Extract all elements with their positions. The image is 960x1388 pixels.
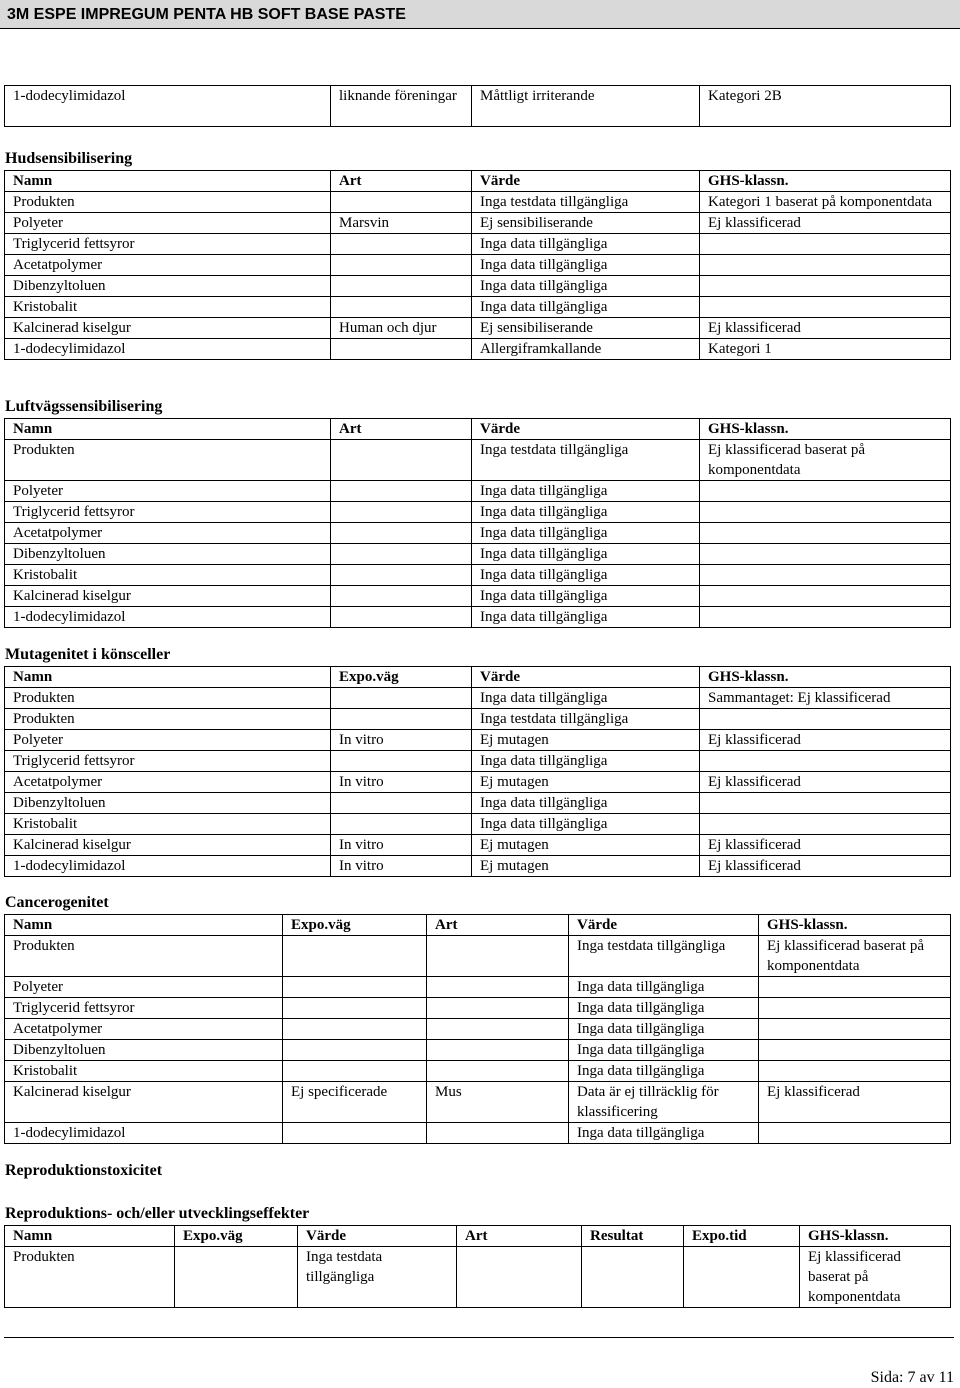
table-cell bbox=[700, 544, 951, 565]
section-title-repro: Reproduktions- och/eller utvecklingseffekter bbox=[5, 1205, 310, 1222]
table-cell bbox=[700, 586, 951, 607]
table-cell bbox=[700, 709, 951, 730]
table-cell: Ej sensibiliserande bbox=[472, 213, 700, 234]
table-cell: Inga testdata tillgängliga bbox=[472, 192, 700, 213]
table-row bbox=[5, 1082, 951, 1123]
table-cell: Inga data tillgängliga bbox=[472, 523, 700, 544]
table-row bbox=[5, 523, 951, 544]
column-header: Namn bbox=[5, 419, 331, 440]
irritation-table bbox=[4, 85, 951, 127]
table-row bbox=[5, 688, 951, 709]
table-cell bbox=[700, 814, 951, 835]
table-cell: Ej mutagen bbox=[472, 835, 700, 856]
table-cell: Inga testdata tillgängliga bbox=[298, 1247, 457, 1308]
table-cell: Kristobalit bbox=[5, 565, 331, 586]
table-row bbox=[5, 793, 951, 814]
table-cell: Kristobalit bbox=[5, 1061, 283, 1082]
table-cell: Acetatpolymer bbox=[5, 523, 331, 544]
table-cell bbox=[331, 607, 472, 628]
table-cell: Polyeter bbox=[5, 481, 331, 502]
table-cell: Ej sensibiliserande bbox=[472, 318, 700, 339]
table-cell: Kalcinerad kiselgur bbox=[5, 1082, 283, 1123]
section-title-muta: Mutagenitet i könsceller bbox=[5, 646, 171, 663]
table-row bbox=[5, 936, 951, 977]
table-cell: Ej klassificerad bbox=[700, 318, 951, 339]
table-cell: Dibenzyltoluen bbox=[5, 276, 331, 297]
table-cell bbox=[700, 502, 951, 523]
table-cell: Inga data tillgängliga bbox=[472, 607, 700, 628]
table-cell bbox=[759, 977, 951, 998]
table-cell bbox=[331, 339, 472, 360]
table-cell bbox=[331, 255, 472, 276]
column-header: Namn bbox=[5, 667, 331, 688]
table-cell: Triglycerid fettsyror bbox=[5, 502, 331, 523]
table-cell: Triglycerid fettsyror bbox=[5, 751, 331, 772]
section-title-luft: Luftvägssensibilisering bbox=[5, 398, 163, 415]
table-cell bbox=[283, 998, 427, 1019]
table-cell: Produkten bbox=[5, 688, 331, 709]
table-cell: 1-dodecylimidazol bbox=[5, 339, 331, 360]
table-row bbox=[5, 772, 951, 793]
table-row bbox=[5, 586, 951, 607]
table-cell bbox=[759, 998, 951, 1019]
carcinogenicity-table bbox=[4, 914, 951, 1144]
table-row bbox=[5, 255, 951, 276]
column-header: Art bbox=[457, 1226, 582, 1247]
table-cell: Inga data tillgängliga bbox=[472, 688, 700, 709]
table-row bbox=[5, 86, 951, 127]
table-cell bbox=[427, 936, 569, 977]
table-cell: Inga data tillgängliga bbox=[569, 1061, 759, 1082]
column-header: Resultat bbox=[582, 1226, 684, 1247]
table-row bbox=[5, 751, 951, 772]
table-cell: Ej klassificerad baserat på komponentdata bbox=[800, 1247, 951, 1308]
table-cell: Kristobalit bbox=[5, 814, 331, 835]
column-header: GHS-klassn. bbox=[700, 171, 951, 192]
table-cell: Ej klassificerad bbox=[700, 730, 951, 751]
table-cell bbox=[331, 565, 472, 586]
table-row bbox=[5, 297, 951, 318]
table-cell bbox=[700, 481, 951, 502]
table-cell: Inga data tillgängliga bbox=[472, 793, 700, 814]
table-cell bbox=[700, 751, 951, 772]
table-cell bbox=[331, 234, 472, 255]
document-title: 3M ESPE IMPREGUM PENTA HB SOFT BASE PASTE bbox=[7, 6, 406, 23]
table-cell: liknande föreningar bbox=[331, 86, 472, 127]
table-cell bbox=[700, 276, 951, 297]
table-cell bbox=[427, 1040, 569, 1061]
table-cell: Produkten bbox=[5, 709, 331, 730]
table-cell: In vitro bbox=[331, 772, 472, 793]
table-cell bbox=[283, 936, 427, 977]
table-row bbox=[5, 544, 951, 565]
column-header: Art bbox=[427, 915, 569, 936]
table-cell bbox=[457, 1247, 582, 1308]
skin-sensitization-table bbox=[4, 170, 951, 360]
table-cell: Ej mutagen bbox=[472, 772, 700, 793]
table-row bbox=[5, 1019, 951, 1040]
table-cell: Ej klassificerad bbox=[759, 1082, 951, 1123]
table-cell bbox=[331, 192, 472, 213]
table-cell bbox=[684, 1247, 800, 1308]
table-cell: Polyeter bbox=[5, 213, 331, 234]
table-cell: Acetatpolymer bbox=[5, 255, 331, 276]
table-cell: Acetatpolymer bbox=[5, 772, 331, 793]
column-header: GHS-klassn. bbox=[759, 915, 951, 936]
table-row bbox=[5, 709, 951, 730]
table-cell: Inga data tillgängliga bbox=[569, 998, 759, 1019]
table-cell: Marsvin bbox=[331, 213, 472, 234]
table-cell: Ej klassificerad bbox=[700, 213, 951, 234]
table-cell: 1-dodecylimidazol bbox=[5, 607, 331, 628]
table-cell: Kalcinerad kiselgur bbox=[5, 586, 331, 607]
table-cell bbox=[427, 977, 569, 998]
table-cell: Ej klassificerad baserat på komponentdata bbox=[759, 936, 951, 977]
table-cell: Inga data tillgängliga bbox=[472, 297, 700, 318]
table-cell: Inga data tillgängliga bbox=[569, 1019, 759, 1040]
table-row bbox=[5, 339, 951, 360]
table-cell: Inga data tillgängliga bbox=[472, 481, 700, 502]
table-row bbox=[5, 440, 951, 481]
column-header: Värde bbox=[472, 419, 700, 440]
table-cell: Ej klassificerad bbox=[700, 772, 951, 793]
table-row bbox=[5, 730, 951, 751]
column-header: Värde bbox=[472, 171, 700, 192]
column-header: Expo.tid bbox=[684, 1226, 800, 1247]
table-cell: Ej klassificerad bbox=[700, 835, 951, 856]
column-header: Namn bbox=[5, 171, 331, 192]
table-cell: Kalcinerad kiselgur bbox=[5, 318, 331, 339]
column-header: Expo.väg bbox=[331, 667, 472, 688]
table-cell bbox=[700, 565, 951, 586]
table-row bbox=[5, 1247, 951, 1308]
table-cell bbox=[427, 1123, 569, 1144]
table-cell bbox=[331, 297, 472, 318]
table-cell: Inga data tillgängliga bbox=[472, 502, 700, 523]
table-cell: Inga data tillgängliga bbox=[472, 276, 700, 297]
section-title-repro-toxicity: Reproduktionstoxicitet bbox=[5, 1162, 163, 1179]
table-cell bbox=[582, 1247, 684, 1308]
table-cell bbox=[331, 814, 472, 835]
table-cell: 1-dodecylimidazol bbox=[5, 1123, 283, 1144]
table-cell: Inga data tillgängliga bbox=[472, 544, 700, 565]
table-cell: Human och djur bbox=[331, 318, 472, 339]
table-cell: Inga data tillgängliga bbox=[472, 586, 700, 607]
table-row bbox=[5, 565, 951, 586]
table-cell: Inga data tillgängliga bbox=[472, 751, 700, 772]
table-cell: Måttligt irriterande bbox=[472, 86, 700, 127]
table-cell: Ej klassificerad baserat på komponentdata bbox=[700, 440, 951, 481]
table-cell: Produkten bbox=[5, 440, 331, 481]
table-cell: Polyeter bbox=[5, 977, 283, 998]
table-cell bbox=[331, 544, 472, 565]
table-cell: Sammantaget: Ej klassificerad bbox=[700, 688, 951, 709]
column-header: GHS-klassn. bbox=[700, 419, 951, 440]
germ-cell-mutagenicity-table bbox=[4, 666, 951, 877]
column-header: Värde bbox=[472, 667, 700, 688]
column-header: GHS-klassn. bbox=[800, 1226, 951, 1247]
table-cell: Kategori 2B bbox=[700, 86, 951, 127]
column-header: Namn bbox=[5, 915, 283, 936]
table-row bbox=[5, 234, 951, 255]
table-cell: Produkten bbox=[5, 1247, 175, 1308]
table-cell: Kategori 1 baserat på komponentdata bbox=[700, 192, 951, 213]
table-cell: Dibenzyltoluen bbox=[5, 1040, 283, 1061]
table-cell bbox=[759, 1061, 951, 1082]
table-cell: Inga data tillgängliga bbox=[569, 977, 759, 998]
table-cell: Polyeter bbox=[5, 730, 331, 751]
table-cell bbox=[700, 523, 951, 544]
table-cell: Inga testdata tillgängliga bbox=[472, 440, 700, 481]
table-cell bbox=[759, 1123, 951, 1144]
table-cell: Produkten bbox=[5, 192, 331, 213]
table-cell bbox=[331, 276, 472, 297]
table-cell: Kalcinerad kiselgur bbox=[5, 835, 331, 856]
table-cell bbox=[427, 1019, 569, 1040]
table-row bbox=[5, 192, 951, 213]
table-cell bbox=[283, 1061, 427, 1082]
table-row bbox=[5, 481, 951, 502]
table-row bbox=[5, 977, 951, 998]
table-cell bbox=[700, 255, 951, 276]
reproductive-effects-table bbox=[4, 1225, 951, 1308]
table-cell: 1-dodecylimidazol bbox=[5, 86, 331, 127]
document-header bbox=[0, 0, 960, 29]
table-row bbox=[5, 998, 951, 1019]
table-header-row bbox=[5, 915, 951, 936]
table-cell bbox=[331, 502, 472, 523]
column-header: Art bbox=[331, 171, 472, 192]
column-header: Expo.väg bbox=[283, 915, 427, 936]
column-header: Värde bbox=[569, 915, 759, 936]
table-cell: Data är ej tillräcklig för klassificering bbox=[569, 1082, 759, 1123]
column-header: Expo.väg bbox=[175, 1226, 298, 1247]
table-cell: Allergiframkallande bbox=[472, 339, 700, 360]
table-cell: Triglycerid fettsyror bbox=[5, 998, 283, 1019]
table-cell: Mus bbox=[427, 1082, 569, 1123]
table-cell bbox=[331, 793, 472, 814]
table-header-row bbox=[5, 1226, 951, 1247]
table-row bbox=[5, 1123, 951, 1144]
table-cell bbox=[283, 1019, 427, 1040]
table-cell bbox=[759, 1019, 951, 1040]
table-cell: Inga data tillgängliga bbox=[472, 565, 700, 586]
table-cell: Dibenzyltoluen bbox=[5, 793, 331, 814]
table-cell: In vitro bbox=[331, 730, 472, 751]
table-cell bbox=[331, 440, 472, 481]
table-row bbox=[5, 835, 951, 856]
table-row bbox=[5, 814, 951, 835]
column-header: Namn bbox=[5, 1226, 175, 1247]
table-cell bbox=[283, 977, 427, 998]
table-cell bbox=[283, 1040, 427, 1061]
table-header-row bbox=[5, 419, 951, 440]
table-row bbox=[5, 502, 951, 523]
table-cell bbox=[427, 1061, 569, 1082]
table-cell bbox=[700, 234, 951, 255]
table-cell: Inga testdata tillgängliga bbox=[472, 709, 700, 730]
page-number: Sida: 7 av 11 bbox=[870, 1369, 954, 1386]
table-cell bbox=[700, 297, 951, 318]
table-cell bbox=[331, 751, 472, 772]
table-cell bbox=[331, 481, 472, 502]
table-row bbox=[5, 856, 951, 877]
table-cell bbox=[331, 709, 472, 730]
table-cell bbox=[175, 1247, 298, 1308]
column-header: Värde bbox=[298, 1226, 457, 1247]
table-cell: In vitro bbox=[331, 835, 472, 856]
table-cell: Produkten bbox=[5, 936, 283, 977]
table-header-row bbox=[5, 667, 951, 688]
table-cell bbox=[427, 998, 569, 1019]
table-cell: Ej specificerade bbox=[283, 1082, 427, 1123]
table-cell: Inga data tillgängliga bbox=[472, 255, 700, 276]
table-row bbox=[5, 1040, 951, 1061]
table-header-row bbox=[5, 171, 951, 192]
table-cell bbox=[700, 793, 951, 814]
table-row bbox=[5, 607, 951, 628]
table-cell bbox=[759, 1040, 951, 1061]
table-cell: Acetatpolymer bbox=[5, 1019, 283, 1040]
table-cell: Ej mutagen bbox=[472, 730, 700, 751]
table-cell: Inga testdata tillgängliga bbox=[569, 936, 759, 977]
table-cell bbox=[700, 607, 951, 628]
table-cell: Ej mutagen bbox=[472, 856, 700, 877]
table-cell: Inga data tillgängliga bbox=[569, 1123, 759, 1144]
table-cell: In vitro bbox=[331, 856, 472, 877]
footer-divider bbox=[4, 1337, 954, 1338]
table-cell: Dibenzyltoluen bbox=[5, 544, 331, 565]
table-cell: Inga data tillgängliga bbox=[472, 234, 700, 255]
column-header: Art bbox=[331, 419, 472, 440]
table-cell: Kristobalit bbox=[5, 297, 331, 318]
table-cell: Inga data tillgängliga bbox=[472, 814, 700, 835]
table-cell bbox=[331, 688, 472, 709]
table-row bbox=[5, 213, 951, 234]
table-cell: Ej klassificerad bbox=[700, 856, 951, 877]
table-cell: Inga data tillgängliga bbox=[569, 1040, 759, 1061]
section-title-hud: Hudsensibilisering bbox=[5, 150, 133, 167]
table-cell bbox=[331, 586, 472, 607]
table-cell: Kategori 1 bbox=[700, 339, 951, 360]
column-header: GHS-klassn. bbox=[700, 667, 951, 688]
table-cell: 1-dodecylimidazol bbox=[5, 856, 331, 877]
table-row bbox=[5, 318, 951, 339]
table-cell bbox=[283, 1123, 427, 1144]
table-row bbox=[5, 276, 951, 297]
table-cell bbox=[331, 523, 472, 544]
section-title-canc: Cancerogenitet bbox=[5, 894, 109, 911]
table-cell: Triglycerid fettsyror bbox=[5, 234, 331, 255]
respiratory-sensitization-table bbox=[4, 418, 951, 628]
table-row bbox=[5, 1061, 951, 1082]
